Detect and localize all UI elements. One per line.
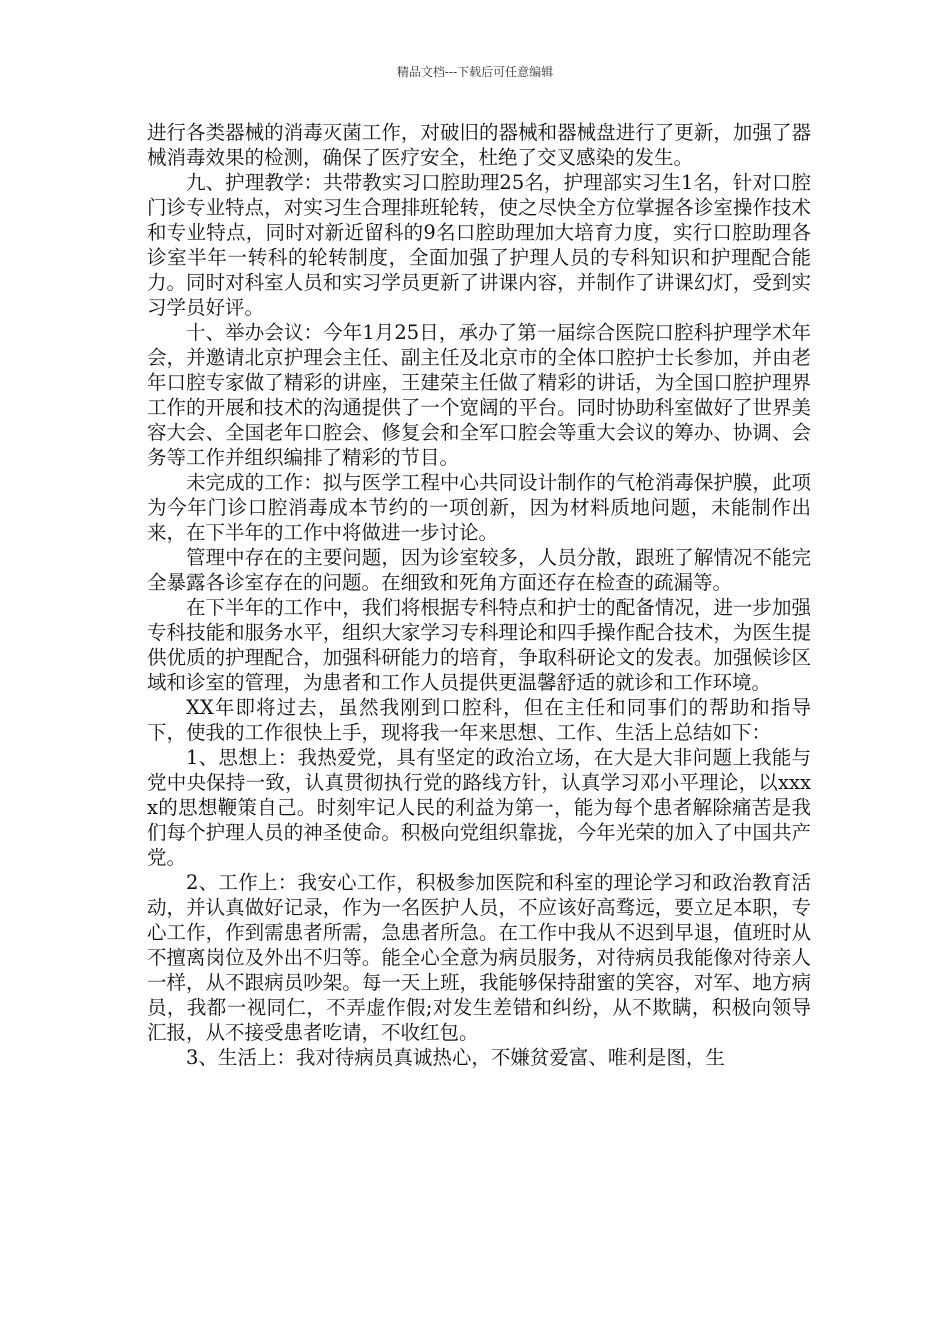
paragraph-2: 九、护理教学：共带教实习口腔助理25名，护理部实习生1名，针对口腔门诊专业特点，对实习生合理排班轮转，使之尽快全方位掌握各诊室操作技术和专业特点，同时对新近留科的9名口腔助理加大培育力度，实行口腔助理各诊室半年一转科的轮转制度，全面加强了护理人员的专科知识和护理配合能力。同时对科室人员和实习学员更新了讲课内容，并制作了讲课幻灯，受到实习学员好评。 (147, 171, 811, 319)
paragraph-4: 未完成的工作：拟与医学工程中心共同设计制作的气枪消毒保护膜，此项为今年门诊口腔消毒成本节约的一项创新，因为材料质地问题，未能制作出来，在下半年的工作中将做进一步讨论。 (147, 471, 811, 544)
paragraph-10: 3、生活上：我对待病员真诚热心，不嫌贫爱富、唯利是图，生 (186, 1046, 725, 1069)
paragraph-6: 在下半年的工作中，我们将根据专科特点和护士的配备情况，进一步加强专科技能和服务水平，组织大家学习专科理论和四手操作配合技术，为医生提供优质的护理配合，加强科研能力的培育，争取科研论文的发表。加强候诊区域和诊室的管理，为患者和工作人员提供更温馨舒适的就诊和工作环境。 (147, 596, 811, 694)
paragraph-9: 2、工作上：我安心工作，积极参加医院和科室的理论学习和政治教育活动，并认真做好记录，作为一名医护人员，不应该好高骛远，要立足本职，专心工作，作到需患者所需，急患者所急。在工作中我从不迟到早退，值班时从不擅离岗位及外出不归等。能全心全意为病员服务，对待病员我能像对待亲人一样，从不跟病员吵架。每一天上班，我能够保持甜蜜的笑容，对军、地方病员，我都一视同仁，不弄虚作假;对发生差错和纠纷，从不欺瞒，积极向领导汇报，从不接受患者吃请，不收红包。 (147, 871, 811, 1044)
page-header: 精品文档---下载后可任意编辑 (396, 65, 554, 79)
paragraph-8: 1、思想上：我热爱党，具有坚定的政治立场，在大是大非问题上我能与党中央保持一致，认真贯彻执行党的路线方针，认真学习邓小平理论，以xxxx的思想鞭策自己。时刻牢记人民的利益为第一，能为每个患者解除痛苦是我们每个护理人员的神圣使命。积极向党组织靠拢，今年光荣的加入了中国共产党。 (147, 746, 811, 869)
paragraph-3: 十、举办会议：今年1月25日，承办了第一届综合医院口腔科护理学术年会，并邀请北京护理会主任、副主任及北京市的全体口腔护士长参加，并由老年口腔专家做了精彩的讲座，王建荣主任做了精彩的讲话，为全国口腔护理界工作的开展和技术的沟通提供了一个宽阔的平台。同时协助科室做好了世界美容大会、全国老年口腔会、修复会和全军口腔会等重大会议的筹办、协调、会务等工作并组织编排了精彩的节目。 (147, 321, 811, 469)
paragraph-7: XX年即将过去，虽然我刚到口腔科，但在主任和同事们的帮助和指导下，使我的工作很快上手，现将我一年来思想、工作、生活上总结如下： (147, 696, 811, 744)
document-body (147, 120, 811, 1070)
paragraph-1: 进行各类器械的消毒灭菌工作，对破旧的器械和器械盘进行了更新，加强了器械消毒效果的检测，确保了医疗安全，杜绝了交叉感染的发生。 (147, 121, 811, 169)
paragraph-5: 管理中存在的主要问题，因为诊室较多，人员分散，跟班了解情况不能完全暴露各诊室存在的问题。在细致和死角方面还存在检查的疏漏等。 (147, 546, 811, 594)
